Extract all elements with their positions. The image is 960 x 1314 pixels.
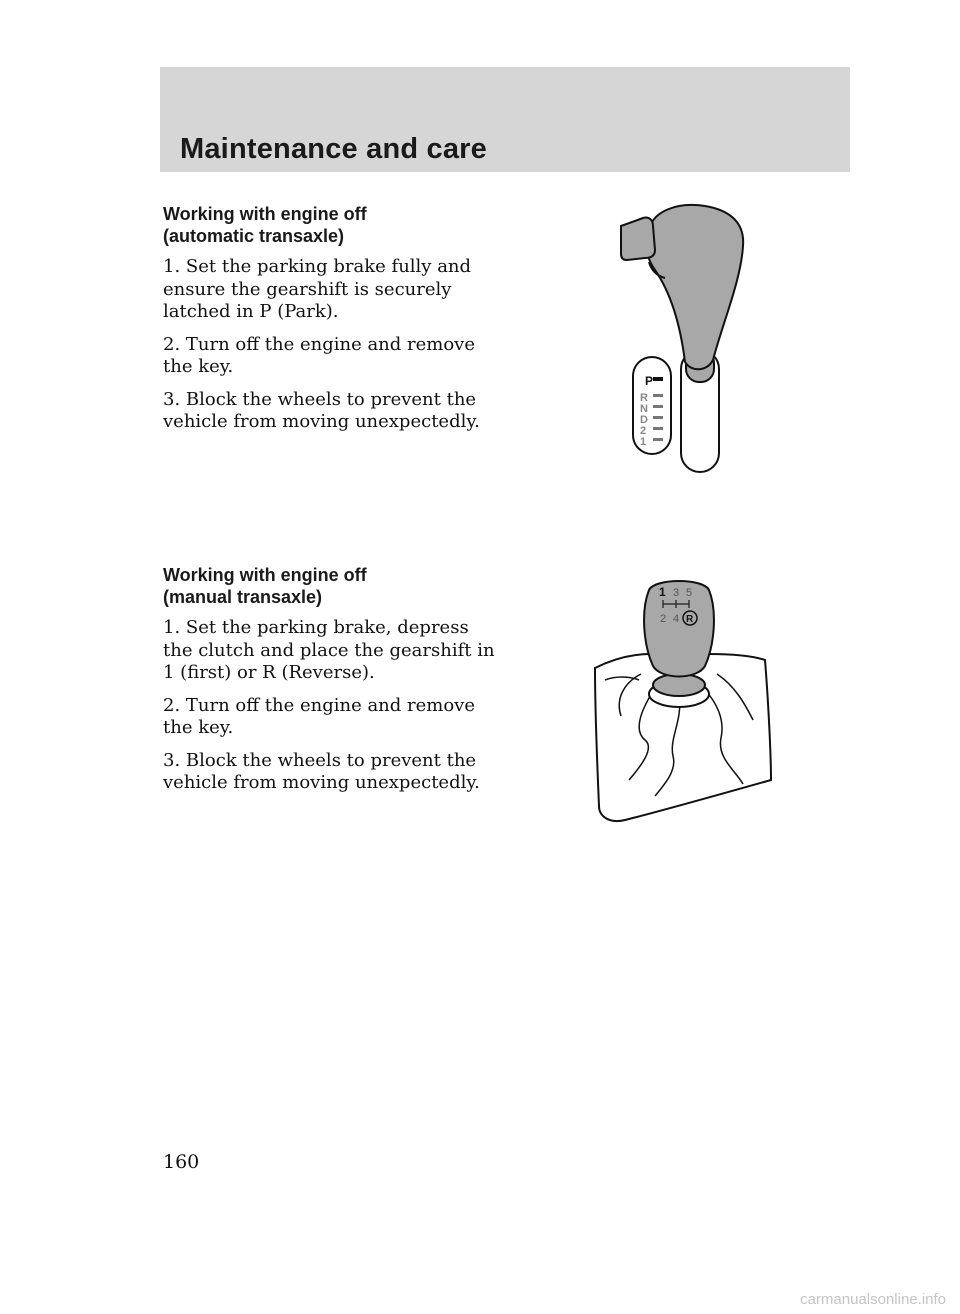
shift-label-3: 3 [673,587,680,599]
gear-label-d: D [640,414,648,426]
manual-step-2: 2. Turn off the engine and remove the key. [163,694,476,738]
page-title: Maintenance and care [180,133,487,165]
shift-label-1: 1 [659,585,666,599]
manual-step-3: 3. Block the wheels to prevent the vehicle from moving unexpectedly. [163,749,480,793]
automatic-step-2: 2. Turn off the engine and remove the key. [163,333,476,377]
manual-step-1: 1. Set the parking brake, depress the clutch and place the gearshift in 1 (first) or R (Reverse). [163,617,495,683]
page-number: 160 [163,1151,200,1173]
watermark: carmanualsonline.info [800,1291,946,1308]
shift-label-2: 2 [660,613,667,625]
automatic-heading-line2: (automatic transaxle) [163,226,345,246]
manual-section [163,564,503,805]
gear-label-r: R [640,392,648,404]
automatic-heading-line1: Working with engine off [163,204,367,224]
manual-heading-line2: (manual transaxle) [163,587,323,607]
automatic-section [163,203,503,444]
gear-label-2: 2 [640,425,647,437]
automatic-heading [163,203,503,247]
automatic-step-1: 1. Set the parking brake fully and ensure the gearshift is securely latched in P (Park). [163,256,472,322]
gear-label-n: N [640,403,648,415]
shift-label-r: R [686,614,694,625]
manual-heading-line1: Working with engine off [163,565,367,585]
gear-label-p: P [645,374,654,388]
gear-label-1: 1 [640,436,647,448]
shift-label-5: 5 [686,587,693,599]
automatic-gearshift-illustration [615,200,755,480]
manual-heading [163,564,503,608]
shift-label-4: 4 [673,613,680,625]
header-band [160,67,850,172]
automatic-step-3: 3. Block the wheels to prevent the vehicle from moving unexpectedly. [163,388,480,432]
manual-gearshift-illustration [585,570,775,830]
